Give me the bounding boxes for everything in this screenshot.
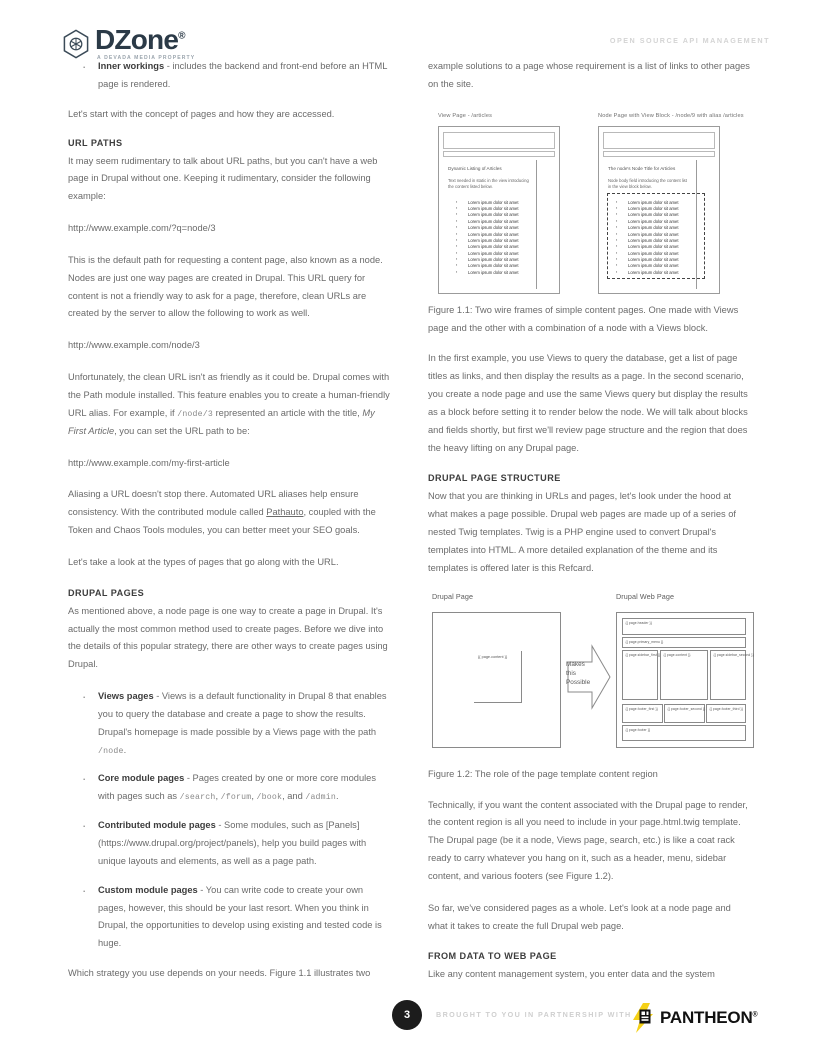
dzone-logo (62, 26, 195, 61)
clean-url-text-a: Unfortunately, the clean URL isn't as friendly as it could be. Drupal comes with the Path module installed. This feature enables you to create a human-friendly URL alias. For example, if (68, 372, 390, 418)
wireframe-list-item: ▪ Lorem ipsum dolor sit amet (616, 263, 679, 269)
paragraph-page-structure: Now that you are thinking in URLs and pages, let's look under the hood at what makes a page possible. Drupal web pages are made up of a series of nested Twig templates. Twig is a PHP engine used to convert Drupal's templates into HTML. A more detailed explanation of the theme and its templates is offered later is this Refcard. (428, 491, 737, 573)
makes-possible-arrow (566, 640, 612, 714)
bullet-text: - Some modules, such as [Panels] (https://www.drupal.org/project/panels), help you build pages with unique layouts and elements, as well as a page path. (98, 820, 367, 866)
wireframe-list-item: ▪ Lorem ipsum dolor sit amet (456, 219, 519, 225)
wireframe-list-item: ▪ Lorem ipsum dolor sit amet (616, 225, 679, 231)
wireframe-views-page (438, 112, 560, 294)
aliasing-text-a: Aliasing a URL doesn't stop there. Automated URL aliases help ensure consistency. With the contributed module called (68, 489, 359, 518)
wireframe-list-item: ▪ Lorem ipsum dolor sit amet (616, 206, 679, 212)
drupal-web-page-box (616, 612, 754, 748)
figure-2-label-right: Drupal Web Page (616, 591, 675, 601)
wireframe-a-heading: Dynamic Listing of Articles (448, 165, 502, 171)
page-footer (0, 998, 816, 1038)
wireframe-list-item: ▪ Lorem ipsum dolor sit amet (456, 270, 519, 276)
paragraph-default-path: This is the default path for requesting a content page, also known as a node. Nodes are just one way pages are created in Drupal. This URL query for content is not a friendly way to ask for a page, therefore, clean URLs are created by the server to allow the following to work as well. (68, 254, 383, 319)
paragraph-example-solutions: example solutions to a page whose requirement is a list of links to other pages on the site. (428, 61, 750, 89)
bullet-lead: Inner workings (98, 61, 165, 71)
region-content: {{ page.content }} (660, 650, 708, 700)
dzone-wordmark: DZone® (95, 24, 185, 55)
wireframe-a-sidebar-divider (536, 160, 537, 289)
bullet-text-end: . (123, 744, 127, 755)
inner-workings-bullet-list (68, 55, 390, 94)
bullet-lead: Views pages (98, 691, 154, 702)
bullet-lead: Custom module pages (98, 884, 198, 895)
heading-from-data: FROM DATA TO WEB PAGE (428, 951, 557, 962)
article-title: My First Article (68, 407, 375, 436)
paragraph-start: Let's start with the concept of pages and how they are accessed. (68, 108, 335, 119)
url-example-3: http://www.example.com/my-first-article (68, 457, 230, 468)
wireframe-list-item: ▪ Lorem ipsum dolor sit amet (616, 219, 679, 225)
dzone-hex-icon (62, 29, 90, 59)
wireframe-b-title: Node Page with View Block - /node/9 with alias /articles (598, 112, 744, 119)
url-example-1: http://www.example.com/?q=node/3 (68, 223, 216, 234)
clean-url-text-c: , you can set the URL path to be: (114, 425, 250, 436)
bullet-lead: Contributed module pages (98, 820, 216, 831)
wireframe-node-with-block (598, 112, 744, 294)
figure-1-2-caption: Figure 1.2: The role of the page template content region (428, 768, 658, 779)
bullet-text: - Pages created by one or more core modules with pages such as (98, 773, 376, 802)
wireframe-list-item: ▪ Lorem ipsum dolor sit amet (616, 270, 679, 276)
wireframe-list-item: ▪ Lorem ipsum dolor sit amet (456, 200, 519, 206)
url-example-2: http://www.example.com/node/3 (68, 340, 200, 351)
code-forum-path: /forum (220, 793, 252, 803)
code-node-3: /node/3 (177, 409, 213, 419)
code-node-path: /node (98, 746, 124, 756)
bullet-text: - Views is a default functionality in Drupal 8 that enables you to query the database and create a page to show the results. Drupal's homepage is made possible by a Views page with the path (98, 691, 387, 737)
wireframe-a-menu-bar (443, 151, 555, 157)
wireframe-list-item: ▪ Lorem ipsum dolor sit amet (456, 225, 519, 231)
arrow-label: Makes this Possible (566, 660, 591, 687)
sep: , (251, 791, 257, 802)
wireframe-b-heading: The node's Node Title for Articles (608, 165, 676, 171)
wireframe-list-item: ▪ Lorem ipsum dolor sit amet (616, 244, 679, 250)
figure-1-2-page-template (428, 591, 754, 760)
figure-1-1-wireframes (428, 108, 750, 298)
region-footer-first: {{ page.footer_first }} (622, 704, 663, 723)
wireframe-list-item: ▪ Lorem ipsum dolor sit amet (456, 238, 519, 244)
pathauto-link[interactable]: Pathauto (266, 507, 304, 518)
wireframe-list-item: ▪ Lorem ipsum dolor sit amet (456, 251, 519, 257)
list-item (68, 770, 390, 806)
sep: , and (282, 791, 306, 802)
heading-url-paths: URL PATHS (68, 137, 123, 148)
region-sidebar-first: {{ page.sidebar_first }} (622, 650, 658, 700)
wireframe-list-item: ▪ Lorem ipsum dolor sit amet (456, 263, 519, 269)
pantheon-logo (630, 1003, 758, 1033)
code-search-path: /search (179, 793, 216, 803)
wireframe-list-item: ▪ Lorem ipsum dolor sit amet (616, 212, 679, 218)
region-footer-third: {{ page.footer_third }} (706, 704, 746, 723)
content-region-box (474, 651, 522, 703)
paragraph-so-far: So far, we've considered pages as a whole. Let's look at a node page and what it takes to create the full Drupal web page. (428, 902, 731, 931)
wireframe-list-item: ▪ Lorem ipsum dolor sit amet (456, 244, 519, 250)
page-header (0, 14, 816, 61)
code-admin-path: /admin (305, 793, 337, 803)
paragraph-which-strategy: Which strategy you use depends on your needs. Figure 1.1 illustrates two (68, 968, 371, 979)
paragraph-first-example: In the first example, you use Views to query the database, get a list of page titles as links, and then display the results as a page. In the second scenario, you create a node page and use the same Views query but display the results as a block before setting it to render below the node. We will talk about blocks and fields shortly, but first we'll review page structure and the region that does the heavy lifting on any Drupal page. (428, 353, 748, 453)
bullet-lead: Core module pages (98, 773, 185, 784)
list-item (68, 55, 390, 94)
wireframe-b-list (616, 200, 679, 277)
wireframe-b-menu-bar (603, 151, 715, 157)
wireframe-list-item: ▪ Lorem ipsum dolor sit amet (456, 206, 519, 212)
list-item (68, 882, 390, 953)
wireframe-b-header-bar (603, 132, 715, 149)
page-types-bullet-list (68, 688, 390, 953)
wireframe-a-frame (438, 126, 560, 294)
wireframe-a-list (456, 200, 519, 277)
region-sidebar-second: {{ page.sidebar_second }} (710, 650, 746, 700)
wireframe-list-item: ▪ Lorem ipsum dolor sit amet (456, 232, 519, 238)
wireframe-list-item: ▪ Lorem ipsum dolor sit amet (616, 251, 679, 257)
pantheon-wordmark: PANTHEON® (660, 1008, 758, 1027)
left-column (68, 55, 390, 997)
clean-url-text-b: represented an article with the title, (213, 407, 363, 418)
dzone-tagline: A DEVADA MEDIA PROPERTY (97, 55, 196, 61)
bullet-text: - You can write code to create your own pages, however, this should be your last resort. When you think in Drupal, the opportunities to develop using existing and tested code is huge. (98, 884, 382, 949)
region-footer: {{ page.footer }} (622, 725, 746, 741)
page-number-badge: 3 (392, 1000, 422, 1030)
bullet-text: - includes the backend and front-end before an HTML page is rendered. (98, 61, 388, 89)
heading-drupal-pages: DRUPAL PAGES (68, 587, 145, 598)
content-region-label: {{ page.content }} (478, 654, 508, 659)
pantheon-lightning-icon (630, 1003, 656, 1033)
wireframe-a-title: View Page - /articles (438, 112, 493, 119)
partnership-text: BROUGHT TO YOU IN PARTNERSHIP WITH (436, 1010, 632, 1019)
paragraph-technically: Technically, if you want the content associated with the Drupal page to render, the content region is all you need to include in your page.html.twig template. The Drupal page (be it a node, Views page, search, etc.) is like a coat rack ready to carry whatever you hang on it, such as a header, menu, sidebar content, and various footers (see Figure 1.2). (428, 799, 748, 881)
figure-1-1-caption: Figure 1.1: Two wire frames of simple content pages. One made with Views page and the other with a combination of a node with a Views block. (428, 304, 739, 333)
wireframe-list-item: ▪ Lorem ipsum dolor sit amet (616, 257, 679, 263)
wireframe-list-item: ▪ Lorem ipsum dolor sit amet (616, 200, 679, 206)
paragraph-types: Let's take a look at the types of pages that go along with the URL. (68, 556, 339, 567)
wireframe-a-subtext: Text needed in static in the view introducing the content listed below. (448, 177, 529, 189)
wireframe-list-item: ▪ Lorem ipsum dolor sit amet (456, 212, 519, 218)
aliasing-text-b: , coupled with the Token and Chaos Tools modules, you can better meet your SEO goals. (68, 507, 376, 536)
wireframe-a-header-bar (443, 132, 555, 149)
list-item (68, 817, 390, 871)
figure-2-label-left: Drupal Page (432, 591, 474, 601)
wireframe-b-subtext: Node body field introducing the content list in the view block below. (608, 177, 687, 189)
wireframe-list-item: ▪ Lorem ipsum dolor sit amet (616, 232, 679, 238)
region-header: {{ page.header }} (622, 618, 746, 635)
wireframe-list-item: ▪ Lorem ipsum dolor sit amet (616, 238, 679, 244)
paragraph-url-intro: It may seem rudimentary to talk about URL paths, but you can't have a web page in Drupal without one. Keeping it rudimentary, consider the following example: (68, 155, 378, 202)
header-topic: OPEN SOURCE API MANAGEMENT (609, 36, 770, 45)
paragraph-clean-url (68, 369, 390, 440)
right-column (428, 58, 754, 998)
list-item (68, 688, 390, 759)
wireframe-list-item: ▪ Lorem ipsum dolor sit amet (456, 257, 519, 263)
paragraph-aliasing (68, 486, 390, 540)
registered-mark: ® (178, 30, 185, 42)
region-footer-second: {{ page.footer_second }} (664, 704, 705, 723)
paragraph-node-page: As mentioned above, a node page is one way to create a page in Drupal. It's actually the most common method used to create pages. Before we dive into the details of this popular strategy, there are other ways to create pages using Drupal. (68, 605, 388, 670)
code-book-path: /book (256, 793, 283, 803)
pantheon-registered-mark: ® (752, 1011, 758, 1019)
paragraph-from-data: Like any content management system, you enter data and the system (428, 969, 715, 980)
region-primary-menu: {{ page.primary_menu }} (622, 637, 746, 648)
drupal-page-box (432, 612, 561, 748)
wireframe-b-frame (598, 126, 720, 294)
bullet-text-end: . (336, 791, 339, 802)
heading-page-structure: DRUPAL PAGE STRUCTURE (428, 473, 561, 484)
sep: , (215, 791, 221, 802)
